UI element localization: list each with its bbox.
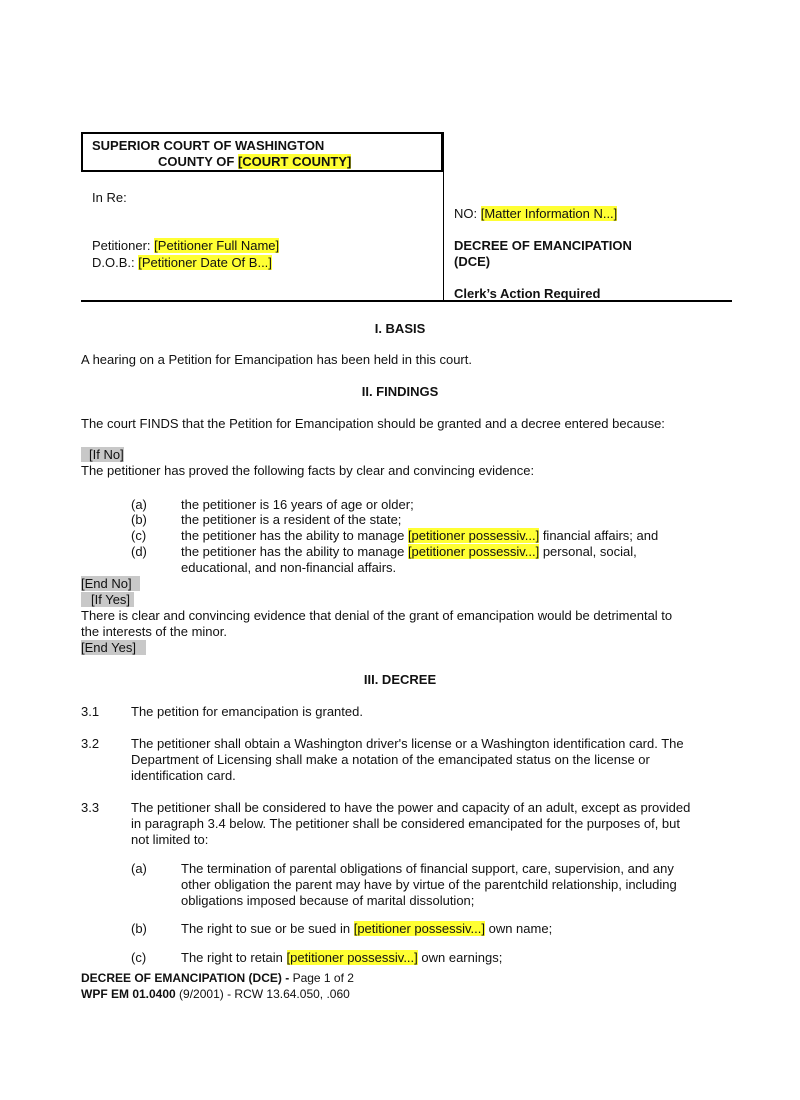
clerk-action: Clerk’s Action Required xyxy=(454,286,601,301)
sub-c-label: (c) xyxy=(131,950,147,965)
finding-a-text: the petitioner is 16 years of age or older; xyxy=(181,497,414,512)
document-title: DECREE OF EMANCIPATION xyxy=(454,238,632,253)
paragraph-3-3-line-2: in paragraph 3.4 below. The petitioner shall be considered emancipated for the purposes of, but xyxy=(131,816,681,831)
paragraph-3-1-text: The petition for emancipation is granted. xyxy=(131,704,363,719)
sub-c-text: The right to retain [petitioner possessiv...] own earnings; xyxy=(181,950,503,965)
finding-c-text: the petitioner has the ability to manage [petitioner possessiv...] financial affairs; and xyxy=(181,528,659,543)
possessive-field[interactable]: [petitioner possessiv...] xyxy=(353,921,485,936)
paragraph-3-3-number: 3.3 xyxy=(81,800,100,815)
findings-intro: The court FINDS that the Petition for Emancipation should be granted and a decree entered because: xyxy=(81,416,665,431)
possessive-field[interactable]: [petitioner possessiv...] xyxy=(407,528,540,543)
sub-b-text: The right to sue or be sued in [petitioner possessiv...] own name; xyxy=(181,921,553,936)
form-number: WPF EM 01.0400 xyxy=(81,987,176,1001)
end-yes-marker: [End Yes] xyxy=(81,640,146,655)
case-number-line xyxy=(454,206,617,221)
finding-d-label: (d) xyxy=(131,544,147,559)
section-2-heading: II. FINDINGS xyxy=(361,384,439,399)
section-3-heading: III. DECREE xyxy=(363,672,437,687)
yes-text-line-1: There is clear and convincing evidence that denial of the grant of emancipation would be detrimental to xyxy=(81,608,673,623)
if-no-marker: [If No] xyxy=(81,447,124,462)
paragraph-3-3-line-3: not limited to: xyxy=(131,832,209,847)
paragraph-3-2-line-1: The petitioner shall obtain a Washington driver's license or a Washington identification card. The xyxy=(131,736,684,751)
section-1-heading: I. BASIS xyxy=(374,321,426,336)
possessive-field[interactable]: [petitioner possessiv...] xyxy=(407,544,540,559)
finding-d-text: the petitioner has the ability to manage [petitioner possessiv...] personal, social, xyxy=(181,544,637,559)
paragraph-3-2-number: 3.2 xyxy=(81,736,100,751)
sub-a-line-1: The termination of parental obligations of financial support, care, supervision, and any xyxy=(181,861,674,876)
dob-label: D.O.B.: xyxy=(92,255,139,270)
paragraph-3-1-number: 3.1 xyxy=(81,704,100,719)
case-number-field[interactable]: [Matter Information N...] xyxy=(480,206,618,221)
basis-text: A hearing on a Petition for Emancipation has been held in this court. xyxy=(81,352,472,367)
caption-divider-horizontal xyxy=(81,300,732,302)
county-label: COUNTY OF xyxy=(158,154,238,169)
footer-line-1: DECREE OF EMANCIPATION (DCE) - Page 1 of 2 xyxy=(81,971,354,985)
court-county-field[interactable]: [COURT COUNTY] xyxy=(237,154,352,169)
finding-a-label: (a) xyxy=(131,497,147,512)
finding-d-text-line-2: educational, and non-financial affairs. xyxy=(181,560,397,575)
proved-text: The petitioner has proved the following facts by clear and convincing evidence: xyxy=(81,463,535,478)
footer-line-2: WPF EM 01.0400 (9/2001) - RCW 13.64.050, .060 xyxy=(81,987,350,1001)
possessive-field[interactable]: [petitioner possessiv...] xyxy=(286,950,418,965)
dob-field[interactable]: [Petitioner Date Of B...] xyxy=(138,255,272,270)
petitioner-label: Petitioner: xyxy=(92,238,155,253)
sub-b-label: (b) xyxy=(131,921,147,936)
court-line-1: SUPERIOR COURT OF WASHINGTON xyxy=(92,138,325,153)
yes-text-line-2: the interests of the minor. xyxy=(81,624,227,639)
if-yes-marker: [If Yes] xyxy=(81,592,134,607)
finding-b-label: (b) xyxy=(131,512,147,527)
sub-a-label: (a) xyxy=(131,861,147,876)
sub-a-line-2: other obligation the parent may have by virtue of the parentchild relationship, including xyxy=(181,877,677,892)
sub-a-line-3: obligations imposed because of marital dissolution; xyxy=(181,893,475,908)
court-line-2 xyxy=(158,154,351,169)
petitioner-name-field[interactable]: [Petitioner Full Name] xyxy=(154,238,280,253)
end-no-marker: [End No] xyxy=(81,576,140,591)
document-code: (DCE) xyxy=(454,254,491,269)
dob-line xyxy=(92,255,272,270)
paragraph-3-2-line-3: identification card. xyxy=(131,768,236,783)
finding-b-text: the petitioner is a resident of the state; xyxy=(181,512,402,527)
paragraph-3-2-line-2: Department of Licensing shall make a notation of the emancipated status on the license or xyxy=(131,752,650,767)
petitioner-line xyxy=(92,238,279,253)
paragraph-3-3-line-1: The petitioner shall be considered to have the power and capacity of an adult, except as provided xyxy=(131,800,691,815)
in-re-label: In Re: xyxy=(92,190,127,205)
caption-divider-vertical xyxy=(443,132,444,300)
finding-c-label: (c) xyxy=(131,528,147,543)
case-number-label: NO: xyxy=(454,206,481,221)
page-number: Page 1 of 2 xyxy=(292,971,354,985)
